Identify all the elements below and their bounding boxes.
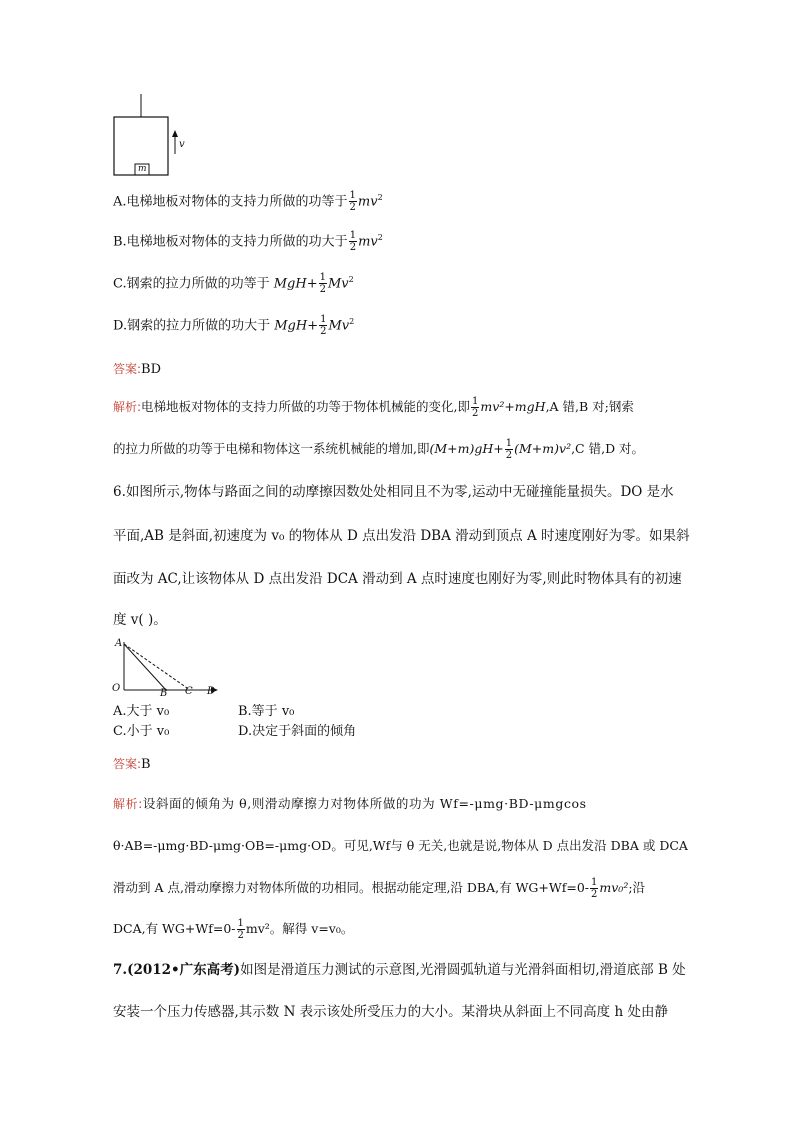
q6-stem-line4: 度 v( )。 bbox=[113, 612, 167, 628]
q5-option-c: C.钢索的拉力所做的功等于 MgH+ $\frac{1}{2}$ Mv$^2$ bbox=[113, 272, 354, 296]
q6-analysis-line4: DCA,有 WG+Wf=0- $\frac{1}{2}$ mv²。解得 v=v₀。 bbox=[113, 918, 354, 941]
q6-option-a: A.大于 v₀ bbox=[113, 704, 170, 719]
q6-stem-line3: 面改为 AC,让该物体从 D 点出发沿 DCA 滑动到 A 点时速度也刚好为零,则此时物体具有的初速 bbox=[113, 571, 682, 587]
q5-answer: 答案:BD bbox=[113, 362, 162, 377]
velocity-label: v bbox=[179, 139, 185, 150]
q6-option-d: D.决定于斜面的倾角 bbox=[238, 724, 357, 739]
label-o: O bbox=[112, 683, 121, 694]
q5-analysis-line2: 的拉力所做的功等于电梯和物体这一系统机械能的增加,即(M+m)gH+ $\frac{1}{2}$ (M+m)v²,C 错,D 对。 bbox=[113, 438, 645, 461]
q6-analysis-line2: θ·AB=-μmg·BD-μmg·OB=-μmg·OD。可见,Wf与 θ 无关,也就是说,物体从 D 点出发沿 DBA 或 DCA bbox=[113, 838, 688, 853]
q6-stem-line2: 平面,AB 是斜面,初速度为 v₀ 的物体从 D 点出发沿 DBA 滑动到顶点 A 时速度刚好为零。如果斜 bbox=[113, 528, 690, 544]
label-b: B bbox=[160, 688, 168, 699]
slope-ac bbox=[124, 644, 190, 690]
q6-option-c: C.小于 v₀ bbox=[113, 724, 170, 739]
q6-answer: 答案:B bbox=[113, 757, 151, 772]
label-a: A bbox=[115, 638, 123, 649]
slope-ab bbox=[124, 644, 166, 690]
q7-stem-line2: 安装一个压力传感器,其示数 N 表示该处所受压力的大小。某滑块从斜面上不同高度 h 处由静 bbox=[113, 1004, 668, 1020]
q7-stem-line1: 7.(2012•广东高考)如图是滑道压力测试的示意图,光滑圆弧轨道与光滑斜面相切,滑道底部 B 处 bbox=[113, 962, 686, 978]
mass-label: m bbox=[138, 164, 147, 174]
elevator-figure bbox=[105, 92, 205, 182]
q5-analysis-line1: 解析:电梯地板对物体的支持力所做的功等于物体机械能的变化,即 $\frac{1}{2}$ mv²+mgH,A 错,B 对;钢索 bbox=[113, 396, 634, 419]
q6-option-b: B.等于 v₀ bbox=[238, 704, 295, 719]
q6-analysis-line3: 滑动到 A 点,滑动摩擦力对物体所做的功相同。根据动能定理,沿 DBA,有 WG+Wf=0- $\frac{1}{2}$ mv₀²;沿 bbox=[113, 877, 646, 900]
q5-option-d: D.钢索的拉力所做的功大于 MgH+ $\frac{1}{2}$ Mv$^2$ bbox=[113, 314, 355, 338]
q5-option-b: B.电梯地板对物体的支持力所做的功大于 $\frac{1}{2}$ $mv^2$ bbox=[113, 230, 383, 254]
q5-option-a: A.电梯地板对物体的支持力所做的功等于 $\frac{1}{2}$ $mv^2$ bbox=[113, 190, 383, 214]
label-c: C bbox=[185, 686, 193, 697]
q6-stem-line1: 6.如图所示,物体与路面之间的动摩擦因数处处相同且不为零,运动中无碰撞能量损失。DO 是水 bbox=[113, 484, 674, 500]
label-d: D bbox=[207, 686, 216, 697]
q6-analysis-line1: 解析:设斜面的倾角为 θ,则滑动摩擦力对物体所做的功为 Wf=-μmg·BD-μmgcos bbox=[113, 796, 587, 811]
